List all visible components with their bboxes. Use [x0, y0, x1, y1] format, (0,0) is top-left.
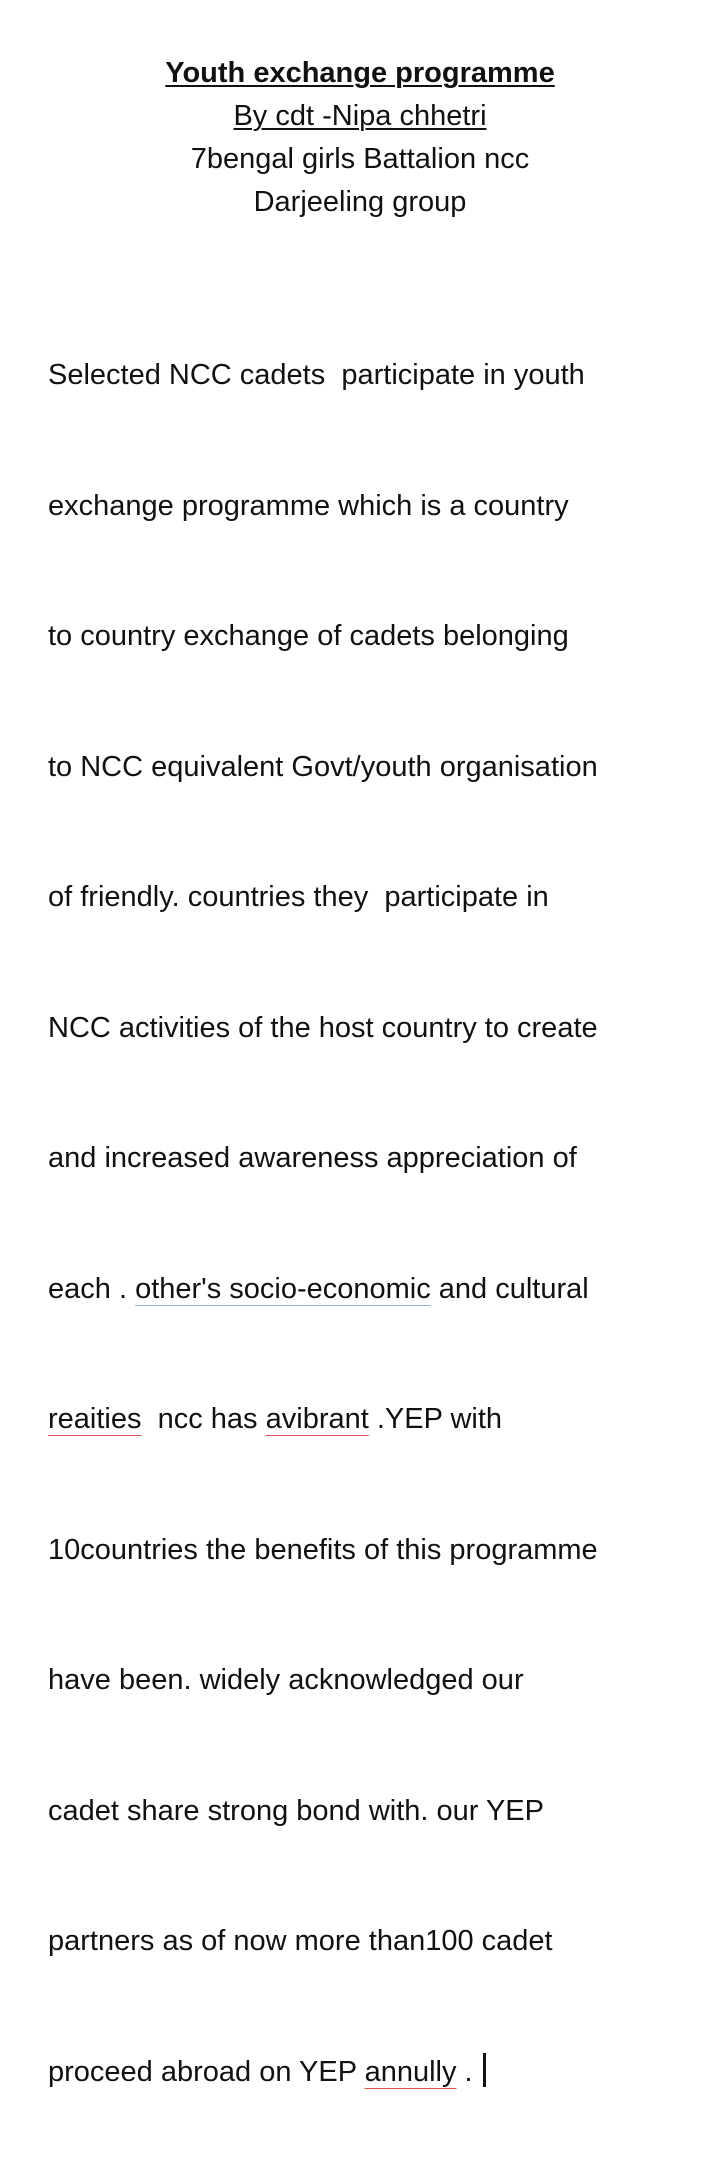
author-byline: By cdt -Nipa chhetri: [233, 100, 487, 132]
spelling-error-underline[interactable]: reaities: [48, 1403, 142, 1435]
body-line: [48, 1398, 688, 1442]
body-text-segment: .YEP with: [368, 1403, 503, 1435]
body-line: [48, 2051, 688, 2095]
grammar-suggestion-underline[interactable]: other's socio-economic: [135, 1272, 431, 1305]
body-line: of friendly. countries they participate in: [48, 881, 549, 913]
spelling-error-underline[interactable]: annully: [364, 2055, 457, 2088]
body-line: have been. widely acknowledged our: [48, 1664, 524, 1696]
text-cursor: [483, 2053, 486, 2087]
body-line: cadet share strong bond with. our YEP: [48, 1794, 544, 1827]
body-line: Selected NCC cadets participate in youth: [48, 359, 585, 391]
body-text-segment: each .: [48, 1272, 136, 1305]
spelling-error-underline[interactable]: avibrant: [265, 1403, 369, 1435]
body-text-segment: ncc has: [141, 1403, 266, 1435]
body-paragraph[interactable]: [48, 267, 688, 2181]
body-line: to NCC equivalent Govt/youth organisation: [48, 750, 598, 783]
body-text-segment: proceed abroad on YEP: [48, 2055, 365, 2088]
body-line: partners as of now more than100 cadet: [48, 1925, 553, 1957]
body-line: 10countries the benefits of this programme: [48, 1533, 598, 1566]
group-line: Darjeeling group: [253, 186, 467, 218]
body-line: and increased awareness appreciation of: [48, 1142, 577, 1174]
body-line: [48, 1268, 688, 1312]
body-text-segment: .: [456, 2055, 473, 2088]
unit-line: 7bengal girls Battalion ncc: [190, 143, 530, 175]
body-line: NCC activities of the host country to create: [48, 1011, 598, 1044]
body-line: to country exchange of cadets belonging: [48, 620, 569, 652]
body-line: exchange programme which is a country: [48, 489, 569, 522]
document-title: Youth exchange programme: [165, 57, 555, 89]
document-header: [0, 52, 720, 224]
body-text-segment: and cultural: [430, 1272, 589, 1305]
